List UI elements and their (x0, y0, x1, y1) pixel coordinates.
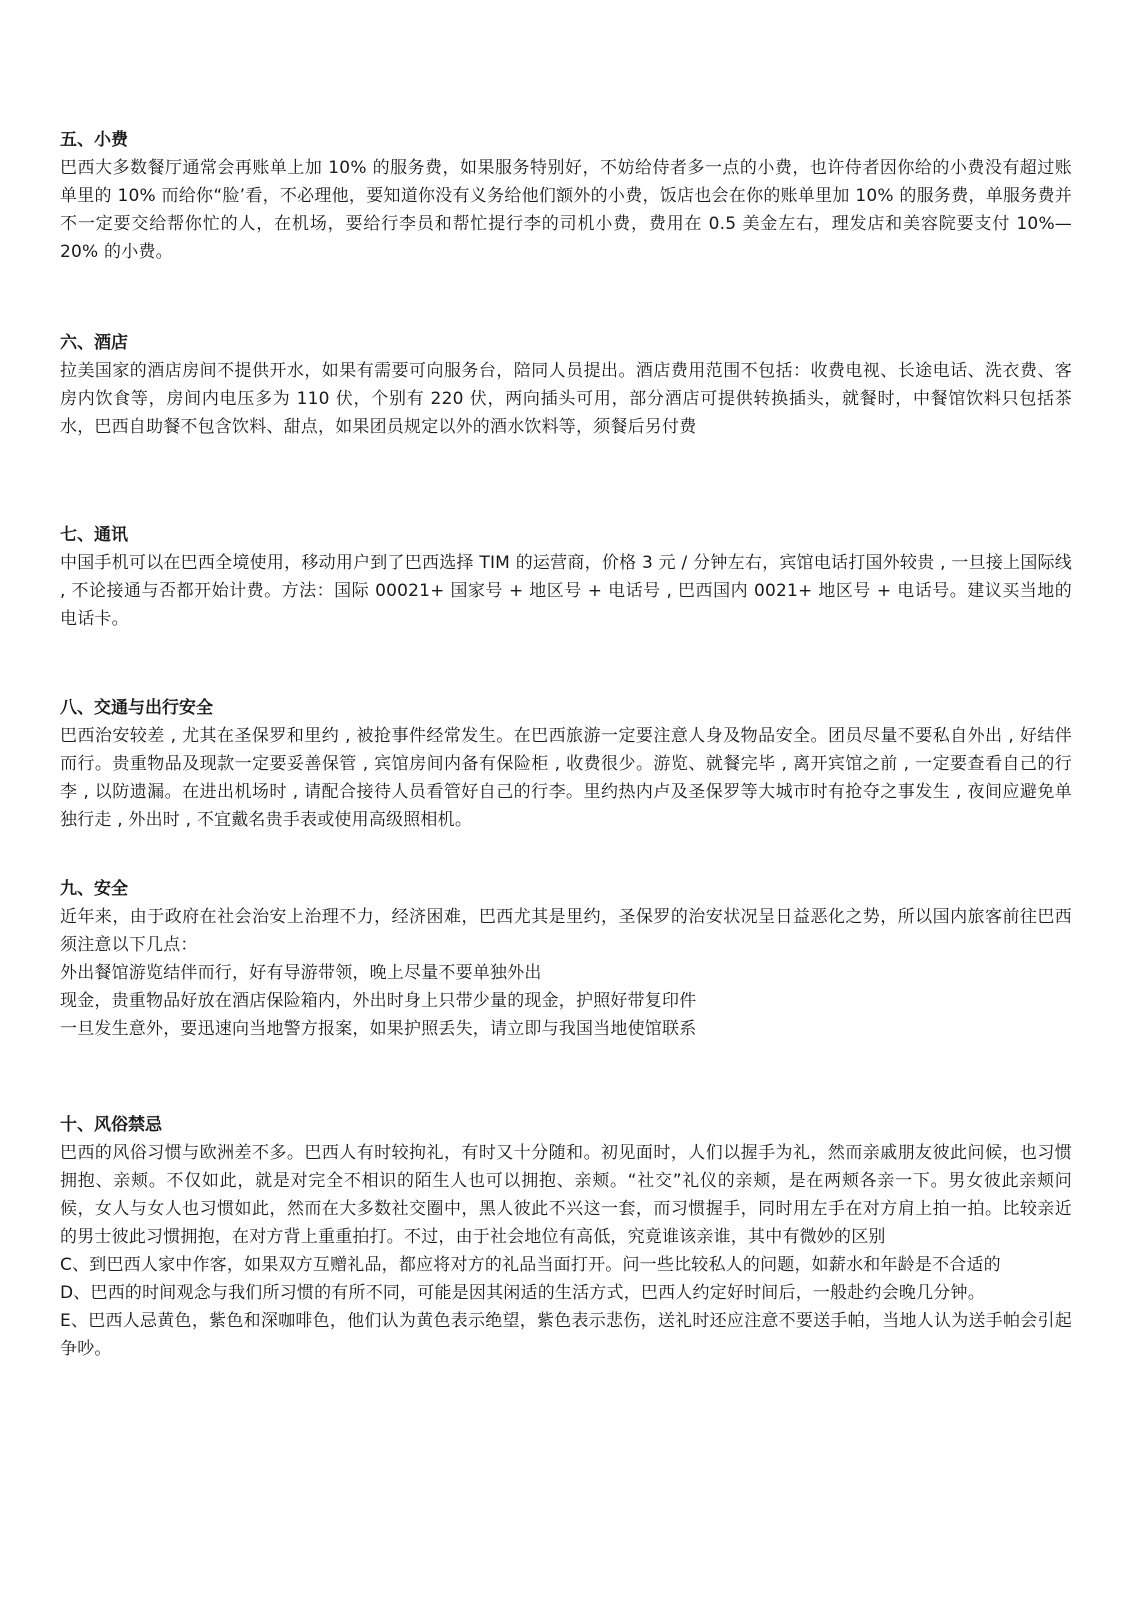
section-paragraph: 外出餐馆游览结伴而行，好有导游带领，晚上尽量不要单独外出 (60, 963, 542, 983)
section-heading: 六、酒店 (60, 333, 128, 353)
section-paragraph: E、巴西人忌黄色，紫色和深咖啡色，他们认为黄色表示绝望，紫色表示悲伤，送礼时还应注意不要送手帕，当地人认为送手帕会引起争吵。 (60, 1311, 1072, 1359)
section-paragraph: 巴西治安较差 , 尤其在圣保罗和里约 , 被抢事件经常发生。在巴西旅游一定要注意人身及物品安全。团员尽量不要私自外出 , 好结伴而行。贵重物品及现款一定要妥善保管 , 宾馆房间内备有保险柜 , 收费很少。游览、就餐完毕 , 离开宾馆之前 , 一定要查看自己的行李 , 以防遗漏。在进出机场时 , 请配合接待人员看管好自己的行李。里约热内卢及圣保罗等大城市时有抢夺之事发生 , 夜间应避免单独行走 , 外出时 , 不宜戴名贵手表或使用高级照相机。 (60, 726, 1072, 830)
section-heading: 五、小费 (60, 130, 128, 150)
section-communication (60, 521, 1072, 633)
section-paragraph: 现金，贵重物品好放在酒店保险箱内，外出时身上只带少量的现金，护照好带复印件 (60, 991, 697, 1011)
section-transport-safety (60, 694, 1072, 834)
section-paragraph: 近年来，由于政府在社会治安上治理不力，经济困难，巴西尤其是里约，圣保罗的治安状况呈日益恶化之势，所以国内旅客前往巴西须注意以下几点： (60, 907, 1072, 955)
section-safety (60, 875, 1072, 1043)
section-paragraph: D、巴西的时间观念与我们所习惯的有所不同，可能是因其闲适的生活方式，巴西人约定好时间后，一般赴约会晚几分钟。 (60, 1283, 985, 1303)
section-heading: 九、安全 (60, 879, 128, 899)
section-paragraph: 一旦发生意外，要迅速向当地警方报案，如果护照丢失，请立即与我国当地使馆联系 (60, 1019, 697, 1039)
section-heading: 八、交通与出行安全 (60, 698, 213, 718)
section-hotel (60, 329, 1072, 441)
section-paragraph: 拉美国家的酒店房间不提供开水，如果有需要可向服务台，陪同人员提出。酒店费用范围不包括：收费电视、长途电话、洗衣费、客房内饮食等，房间内电压多为 110 伏，个别有 220 伏，两向插头可用，部分酒店可提供转换插头，就餐时，中餐馆饮料只包括茶水，巴西自助餐不包含饮料、甜点，如果团员规定以外的酒水饮料等，须餐后另付费 (60, 361, 1072, 437)
section-tips (60, 126, 1072, 266)
section-heading: 十、风俗禁忌 (60, 1115, 162, 1135)
section-paragraph: 巴西的风俗习惯与欧洲差不多。巴西人有时较拘礼，有时又十分随和。初见面时，人们以握手为礼，然而亲戚朋友彼此问候，也习惯拥抱、亲颊。不仅如此，就是对完全不相识的陌生人也可以拥抱、亲颊。“社交”礼仪的亲颊，是在两颊各亲一下。男女彼此亲颊问候，女人与女人也习惯如此，然而在大多数社交圈中，黑人彼此不兴这一套，而习惯握手，同时用左手在对方肩上拍一拍。比较亲近的男士彼此习惯拥抱，在对方背上重重拍打。不过，由于社会地位有高低，究竟谁该亲谁，其中有微妙的区别 (60, 1143, 1072, 1247)
section-paragraph: 中国手机可以在巴西全境使用，移动用户到了巴西选择 TIM 的运营商，价格 3 元 / 分钟左右，宾馆电话打国外较贵 , 一旦接上国际线 , 不论接通与否都开始计费。方法：国际 00021+ 国家号 + 地区号 + 电话号 , 巴西国内 0021+ 地区号 + 电话号。建议买当地的电话卡。 (60, 553, 1072, 629)
section-heading: 七、通讯 (60, 525, 128, 545)
section-customs-taboos (60, 1111, 1072, 1363)
section-paragraph: 巴西大多数餐厅通常会再账单上加 10% 的服务费，如果服务特别好，不妨给侍者多一点的小费，也许侍者因你给的小费没有超过账单里的 10% 而给你“脸’看，不必理他，要知道你没有义务给他们额外的小费，饭店也会在你的账单里加 10% 的服务费，单服务费并不一定要交给帮你忙的人，在机场，要给行李员和帮忙提行李的司机小费，费用在 0.5 美金左右，理发店和美容院要支付 10%—20% 的小费。 (60, 158, 1072, 262)
section-paragraph: C、到巴西人家中作客，如果双方互赠礼品，都应将对方的礼品当面打开。问一些比较私人的问题，如薪水和年龄是不合适的 (60, 1255, 1001, 1275)
